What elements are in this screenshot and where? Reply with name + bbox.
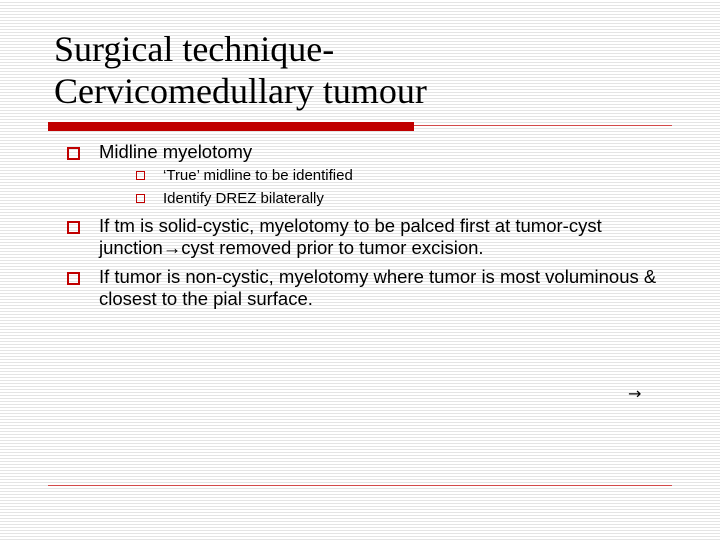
sub-bullet-list [99,164,684,210]
bullet-item-midline-myelotomy [64,141,684,210]
slide-title [54,28,694,112]
bullet-text: If tumor is non-cystic, myelotomy where tumor is most voluminous & closest to the pial surface. [99,266,657,309]
stray-arrow-glyph: → [628,384,642,403]
hollow-square-icon [136,171,145,180]
sub-bullet-item-true-midline [99,164,684,187]
bullet-list [64,141,684,317]
bullet-text: Midline myelotomy [99,141,253,162]
sub-bullet-item-identify-drez [99,187,684,210]
sub-bullet-text: Identify DREZ bilaterally [163,190,324,207]
bullet-item-solid-cystic [64,215,684,259]
hollow-square-icon [67,221,80,234]
hollow-square-icon [67,272,80,285]
slide-title-line-2: Cervicomedullary tumour [54,71,427,111]
bullet-text: If tm is solid-cystic, myelotomy to be palced first at tumor-cyst junction→cyst removed prior to tumor excision. [99,215,602,258]
title-underline-thick [48,122,414,131]
title-underline-thin [414,125,672,126]
footer-rule [48,485,672,486]
slide-title-line-1: Surgical technique- [54,29,335,69]
hollow-square-icon [67,147,80,160]
hollow-square-icon [136,194,145,203]
bullet-item-non-cystic [64,266,684,310]
sub-bullet-text: ‘True’ midline to be identified [163,167,353,184]
